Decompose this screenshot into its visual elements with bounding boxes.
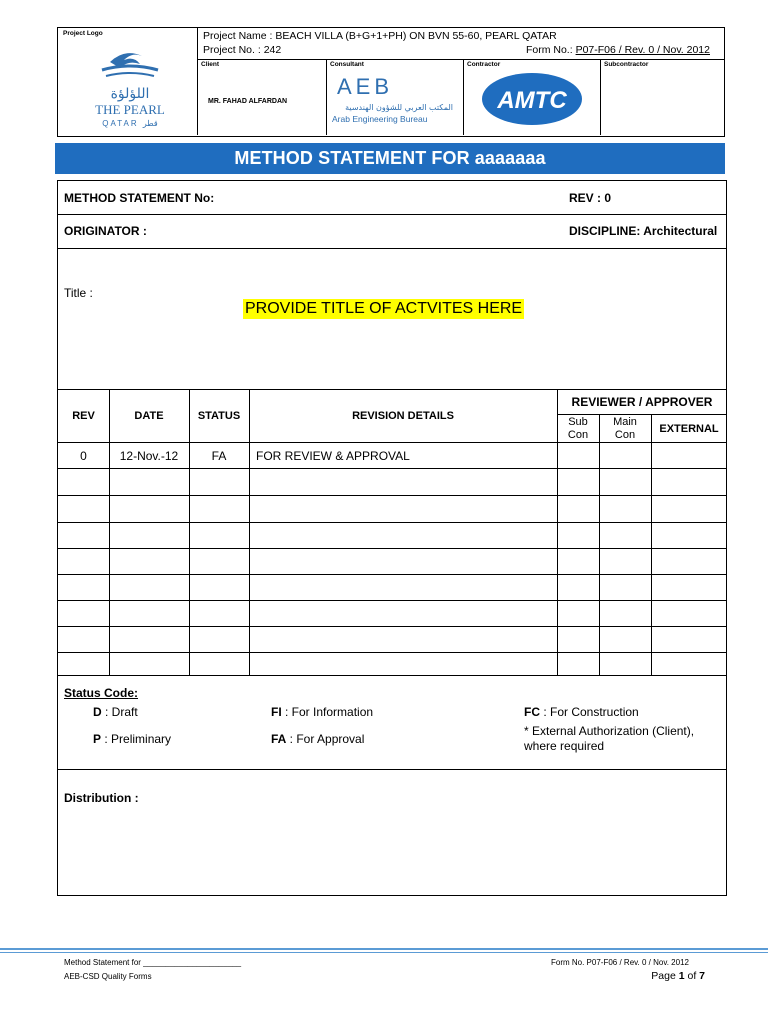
status-code: P (93, 732, 102, 746)
row-date: 12-Nov.-12 (119, 449, 179, 463)
method-statement-title: METHOD STATEMENT FOR aaaaaaa (55, 143, 725, 174)
amtc-logo (480, 71, 584, 127)
col-main-con: Main Con (613, 416, 637, 441)
footer-rule (0, 948, 768, 950)
discipline-value: Architectural (643, 224, 718, 238)
title-label: Title : (64, 286, 93, 300)
status-code: FC (524, 705, 540, 719)
rev-label: REV : (569, 191, 602, 205)
row-rule (58, 675, 726, 676)
table-top-rule (58, 389, 726, 390)
client-cell (198, 60, 327, 135)
project-logo-label: Project Logo (63, 30, 103, 37)
status-desc: : For Construction (540, 705, 639, 719)
form-number-value: P07-F06 / Rev. 0 / Nov. 2012 (575, 44, 710, 56)
svg-text:المكتب العربي للشؤون الهندسية: المكتب العربي للشؤون الهندسية (345, 103, 453, 112)
row-rule (58, 574, 726, 575)
row-rule (58, 626, 726, 627)
divider (58, 769, 726, 770)
the-pearl-logo (80, 40, 180, 130)
project-info (198, 28, 724, 135)
col-rule (189, 389, 190, 675)
status-external-authorization (524, 724, 714, 754)
header-bottom-rule (58, 442, 726, 443)
project-name: Project Name : BEACH VILLA (B+G+1+PH) ON BVN 55-60, PEARL QATAR (203, 30, 557, 42)
status-code-title: Status Code: (64, 686, 139, 700)
col-rule (651, 414, 652, 675)
activity-title-placeholder[interactable]: PROVIDE TITLE OF ACTVITES HERE (245, 300, 523, 317)
row-rule (58, 522, 726, 523)
revision-table (58, 389, 726, 677)
col-revision-details: REVISION DETAILS (352, 410, 454, 422)
svg-text:QATAR قطر: QATAR قطر (102, 119, 158, 128)
row-rule (58, 548, 726, 549)
svg-text:AEB: AEB (337, 74, 394, 99)
status-code: FA (271, 732, 287, 746)
row-rule (58, 652, 726, 653)
project-logo-cell (58, 28, 198, 135)
col-reviewer-approver: REVIEWER / APPROVER (571, 395, 713, 409)
status-code: D (93, 705, 102, 719)
status-desc: : For Approval (286, 732, 365, 746)
discipline-label: DISCIPLINE: (569, 224, 641, 238)
form-header (57, 27, 725, 137)
row-rev: 0 (80, 449, 87, 463)
rev-field (569, 191, 611, 205)
consultant-label: Consultant (330, 61, 364, 68)
status-desc: : Draft (105, 705, 138, 719)
col-rule (557, 389, 558, 675)
svg-text:اللؤلؤة: اللؤلؤة (110, 86, 150, 102)
status-for-approval (271, 732, 364, 746)
contractor-cell (464, 60, 601, 135)
col-rev: REV (72, 410, 95, 422)
page-total: 7 (699, 970, 705, 982)
col-rule (249, 389, 250, 675)
distribution-label: Distribution : (64, 791, 139, 805)
status-desc: : Preliminary (104, 732, 172, 746)
discipline-field (569, 224, 717, 238)
status-for-construction (524, 705, 639, 719)
row-rule (58, 600, 726, 601)
project-number: Project No. : 242 (203, 44, 282, 56)
col-sub-con: Sub Con (567, 416, 589, 441)
page-prefix: Page (651, 970, 679, 982)
form-number-label: Form No.: (525, 44, 576, 56)
status-draft (93, 705, 138, 719)
col-external: EXTERNAL (659, 423, 719, 435)
row-details: FOR REVIEW & APPROVAL (256, 449, 410, 463)
rev-value: 0 (604, 191, 612, 205)
client-name: MR. FAHAD ALFARDAN (208, 98, 288, 105)
header-split-rule (557, 414, 726, 415)
divider (58, 214, 726, 215)
col-rule (599, 414, 600, 675)
subcontractor-label: Subcontractor (604, 61, 649, 68)
footer-form-number: Form No. P07-F06 / Rev. 0 / Nov. 2012 (551, 958, 689, 967)
method-statement-form (57, 180, 727, 896)
consultant-cell (327, 60, 464, 135)
originator-label: ORIGINATOR : (64, 224, 147, 238)
page-number: 1 (678, 970, 685, 982)
page-of: of (684, 970, 700, 982)
col-status: STATUS (197, 410, 241, 422)
parties-row (198, 60, 724, 135)
col-rule (109, 389, 110, 675)
form-number (526, 44, 710, 56)
status-desc: : For Information (281, 705, 374, 719)
subcontractor-cell (601, 60, 724, 135)
status-desc: External Authorization (Client), where required (524, 724, 695, 753)
aeb-english-name: Arab Engineering Bureau (332, 114, 428, 124)
row-rule (58, 468, 726, 469)
row-status: FA (211, 449, 227, 463)
project-info-row (198, 28, 724, 60)
footer-quality-forms: AEB-CSD Quality Forms (64, 972, 152, 981)
divider (58, 248, 726, 249)
status-code: * (524, 724, 529, 738)
svg-text:THE PEARL: THE PEARL (95, 102, 165, 117)
footer-method-statement: Method Statement for ______________________ (64, 958, 242, 967)
status-for-information (271, 705, 373, 719)
contractor-label: Contractor (467, 61, 501, 68)
svg-text:AMTC: AMTC (497, 87, 567, 114)
row-rule (58, 495, 726, 496)
status-code: FI (271, 705, 282, 719)
footer-rule-thin (0, 952, 768, 953)
col-date: DATE (134, 410, 164, 422)
client-label: Client (201, 61, 220, 68)
aeb-logo (331, 70, 459, 114)
ms-number-label: METHOD STATEMENT No: (64, 191, 215, 205)
page-indicator (651, 970, 705, 982)
status-preliminary (93, 732, 171, 746)
